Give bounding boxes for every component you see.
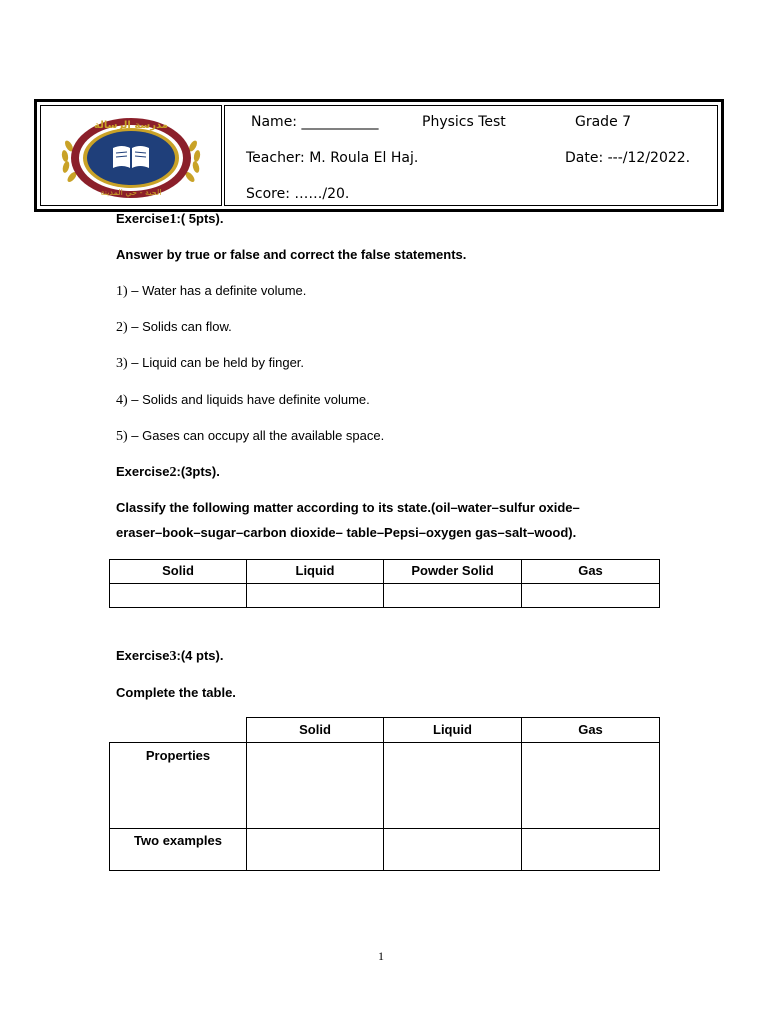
date-field: Date: ---/12/2022. — [565, 150, 691, 166]
exercise1-title: Exercise1:( 5pts). — [116, 211, 224, 227]
subject-title: Physics Test — [422, 114, 506, 130]
answer-cell[interactable] — [384, 743, 522, 829]
exercise2-title: Exercise2:(3pts). — [116, 464, 220, 480]
school-logo — [41, 106, 221, 205]
column-header: Solid — [110, 560, 247, 584]
exercise1-instruction: Answer by true or false and correct the false statements. — [116, 247, 467, 262]
exercise3-instruction: Complete the table. — [116, 685, 236, 700]
answer-cell[interactable] — [384, 584, 522, 608]
classification-table — [109, 559, 660, 608]
exercise3-title: Exercise3:(4 pts). — [116, 648, 224, 664]
exercise1-item: 3) – Liquid can be held by finger. — [116, 355, 305, 371]
exercise1-item: 2) – Solids can flow. — [116, 319, 232, 335]
column-header: Powder Solid — [384, 560, 522, 584]
name-field: Name: ___________ — [251, 114, 379, 130]
page-number: 1 — [378, 949, 384, 963]
header-box — [34, 99, 724, 212]
exercise2-instruction-line1: Classify the following matter according to its state.(oil–water–sulfur oxide– — [116, 500, 580, 515]
answer-cell[interactable] — [247, 829, 384, 871]
properties-table — [109, 717, 660, 871]
answer-cell[interactable] — [522, 829, 660, 871]
answer-cell[interactable] — [384, 829, 522, 871]
column-header: Liquid — [247, 560, 384, 584]
exercise1-item: 4) – Solids and liquids have definite volume. — [116, 392, 370, 408]
score-field: Score: ……/20. — [246, 186, 350, 202]
exercise2-instruction-line2: eraser–book–sugar–carbon dioxide– table–Pepsi–oxygen gas–salt–wood). — [116, 525, 577, 540]
answer-cell[interactable] — [522, 743, 660, 829]
teacher-label: Teacher: M. Roula El Haj. — [246, 150, 419, 166]
corner-cell — [110, 718, 247, 743]
row-label: Two examples — [110, 829, 247, 871]
svg-text:الحية - حي المدينة: الحية - حي المدينة — [100, 188, 162, 197]
column-header: Gas — [522, 718, 660, 743]
svg-text:مدرسة الرسالة: مدرسة الرسالة — [94, 120, 168, 131]
row-label: Properties — [110, 743, 247, 829]
grade-label: Grade 7 — [575, 114, 632, 130]
exercise1-item: 1) – Water has a definite volume. — [116, 283, 307, 299]
header-info — [224, 105, 718, 206]
column-header: Solid — [247, 718, 384, 743]
answer-cell[interactable] — [522, 584, 660, 608]
column-header: Liquid — [384, 718, 522, 743]
answer-cell[interactable] — [110, 584, 247, 608]
logo-cell — [40, 105, 222, 206]
column-header: Gas — [522, 560, 660, 584]
exercise1-item: 5) – Gases can occupy all the available space. — [116, 428, 385, 444]
answer-cell[interactable] — [247, 584, 384, 608]
answer-cell[interactable] — [247, 743, 384, 829]
